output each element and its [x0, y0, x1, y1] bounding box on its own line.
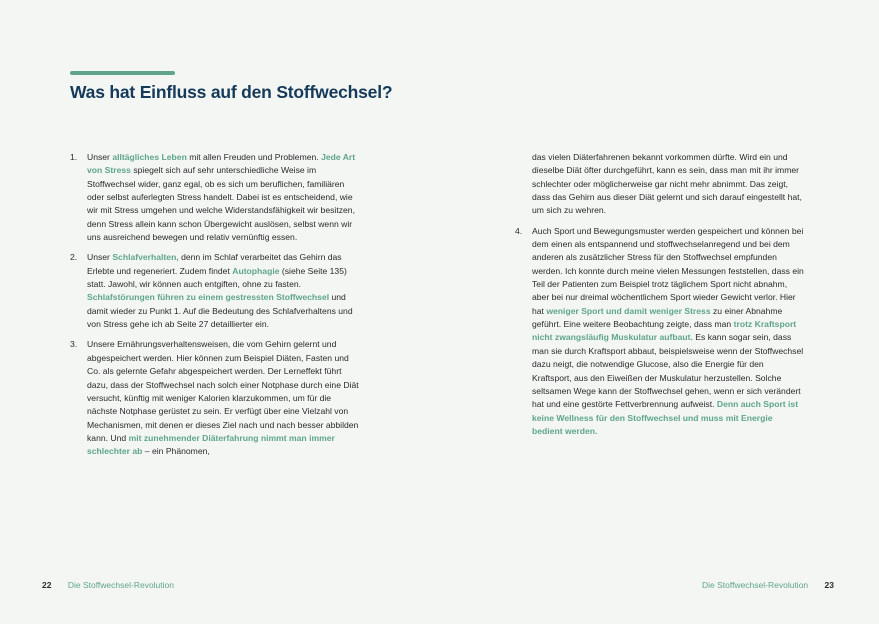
highlighted-text: Jede Art von Stress	[87, 152, 356, 176]
book-title-left: Die Stoffwechsel-Revolution	[67, 580, 174, 590]
footer-right	[702, 580, 834, 590]
highlighted-text: mit zunehmender Diäterfahrung nimmt man immer schlechter ab	[87, 432, 335, 457]
book-title-right: Die Stoffwechsel-Revolution	[702, 580, 809, 590]
page-title: Was hat Einfluss auf den Stoffwechsel?	[70, 82, 393, 102]
highlighted-text: Schlafstörungen führen zu einem gestressten Stoffwechsel	[87, 292, 330, 303]
list-item-text	[87, 251, 360, 331]
body-text: zu einer Abnahme geführt. Eine weitere Beobachtung zeigte, dass man	[532, 305, 783, 330]
page-number-right: 23	[824, 580, 834, 590]
list-item-number: 3.	[70, 339, 78, 350]
body-text: Unsere Ernährungsverhaltensweisen, die vom Gehirn gelernt und abgespeichert werden. Hier können zum Beispiel Diäten, Fasten und Co. als gelernte Gefahr abgespeichert werden. Der Lerneffekt führt dazu, dass der Stoffwechsel nach solch einer Notphase durch eine Diät versucht, künftig mit weniger Kalorien klarzukommen, um für die nächste Notphase gerüstet zu sein. Er verfügt über eine Vielzahl von Mechanismen, mit denen er dieses Ziel nach und nach besser abbilden kann. Und	[87, 339, 359, 443]
list-item-text	[87, 151, 360, 244]
page-number-left: 22	[42, 580, 52, 590]
continuation-paragraph: das vielen Diäterfahrenen bekannt vorkommen dürfte. Wird ein und dieselbe Diät öfter durchgeführt, kann es sein, dass man mit ihr immer schlechter oder möglicherweise gar nicht mehr abnimmt. Das zeigt, dass das Gehirn aus dieser Diät gelernt und sich darauf eingestellt hat, um sich zu wehren.	[532, 152, 802, 216]
list-item-number: 2.	[70, 252, 78, 263]
highlighted-text: alltägliches Leben	[112, 152, 187, 162]
highlighted-text: Autophagie	[232, 265, 280, 276]
body-text: mit allen Freuden und Problemen.	[186, 152, 322, 162]
right-column	[515, 151, 805, 445]
body-text: – ein Phänomen,	[142, 446, 210, 457]
left-column	[70, 151, 360, 466]
body-text: spiegelt sich auf sehr unterschiedliche Weise im Stoffwechsel wider, ganz egal, ob es sich um beruflichen, familiären oder selbst auferlegten Stress handelt. Dabei ist es entscheidend, wie wir mit Stress umgehen und welche Widerstandsfähigkeit wir besitzen, denn Stress allein kann schon Übergewicht auslösen, selbst wenn wir uns ausreichend bewegen und relativ vernünftig essen.	[87, 165, 355, 243]
list-item-text	[532, 225, 805, 439]
highlighted-text: weniger Sport und damit weniger Stress	[546, 305, 711, 316]
list-item-number: 1.	[70, 152, 78, 162]
body-text: Unser	[87, 252, 113, 263]
highlighted-text: Schlafverhalten,	[112, 252, 179, 263]
list-item-text	[87, 338, 360, 458]
list-item-number: 4.	[515, 225, 523, 236]
body-text: Auch Sport und Bewegungsmuster werden gespeichert und können bei dem einen als entspannend und stoffwechselanregend und bei dem anderen als zusätzlicher Stress für den Stoffwechsel empfunden werden. Ich konnte durch meine vielen Messungen feststellen, dass ein Teil der Patienten zum Beispiel trotz täglichem Sport nicht abnahm, aber bei nur dreimal wöchentlichem Sport wieder Gewicht verlor. Hier hat	[532, 225, 804, 316]
list-item	[70, 251, 360, 331]
accent-bar	[70, 71, 175, 75]
list-item	[70, 338, 360, 458]
body-text: Es kann sogar sein, dass man sie durch Kraftsport abbaut, beispielsweise wenn der Stoffwechsel dazu neigt, die notwendige Glucose, also die Energie für den Kraftsport, aus den Eiweißen der Muskulatur herzustellen. Solche seltsamen Wege kann der Stoffwechsel gehen, wenn er sich verändert hat und eine gestörte Fettverbrennung aufweist.	[532, 332, 804, 410]
body-text: (siehe Seite 135) statt. Jawohl, wir können auch entgiften, ohne zu fasten.	[87, 265, 347, 290]
body-text: und damit wieder zu Punkt 1. Auf die Bedeutung des Schlafverhaltens und von Stress gehe ich ab Seite 27 detaillierter ein.	[87, 292, 353, 330]
body-text: denn im Schlaf verarbeitet das Gehirn das Erlebte und regeneriert. Zudem findet	[87, 252, 342, 276]
list-item	[515, 225, 805, 439]
list-item	[70, 151, 360, 244]
body-text: Unser	[87, 152, 113, 162]
footer-left	[42, 580, 174, 590]
highlighted-text: Denn auch Sport ist keine Wellness für den Stoffwechsel und muss mit Energie bedient werden.	[532, 399, 799, 436]
highlighted-text: trotz Kraftsport nicht zwangsläufig Muskulatur aufbaut.	[532, 319, 797, 343]
right-list	[515, 225, 805, 439]
